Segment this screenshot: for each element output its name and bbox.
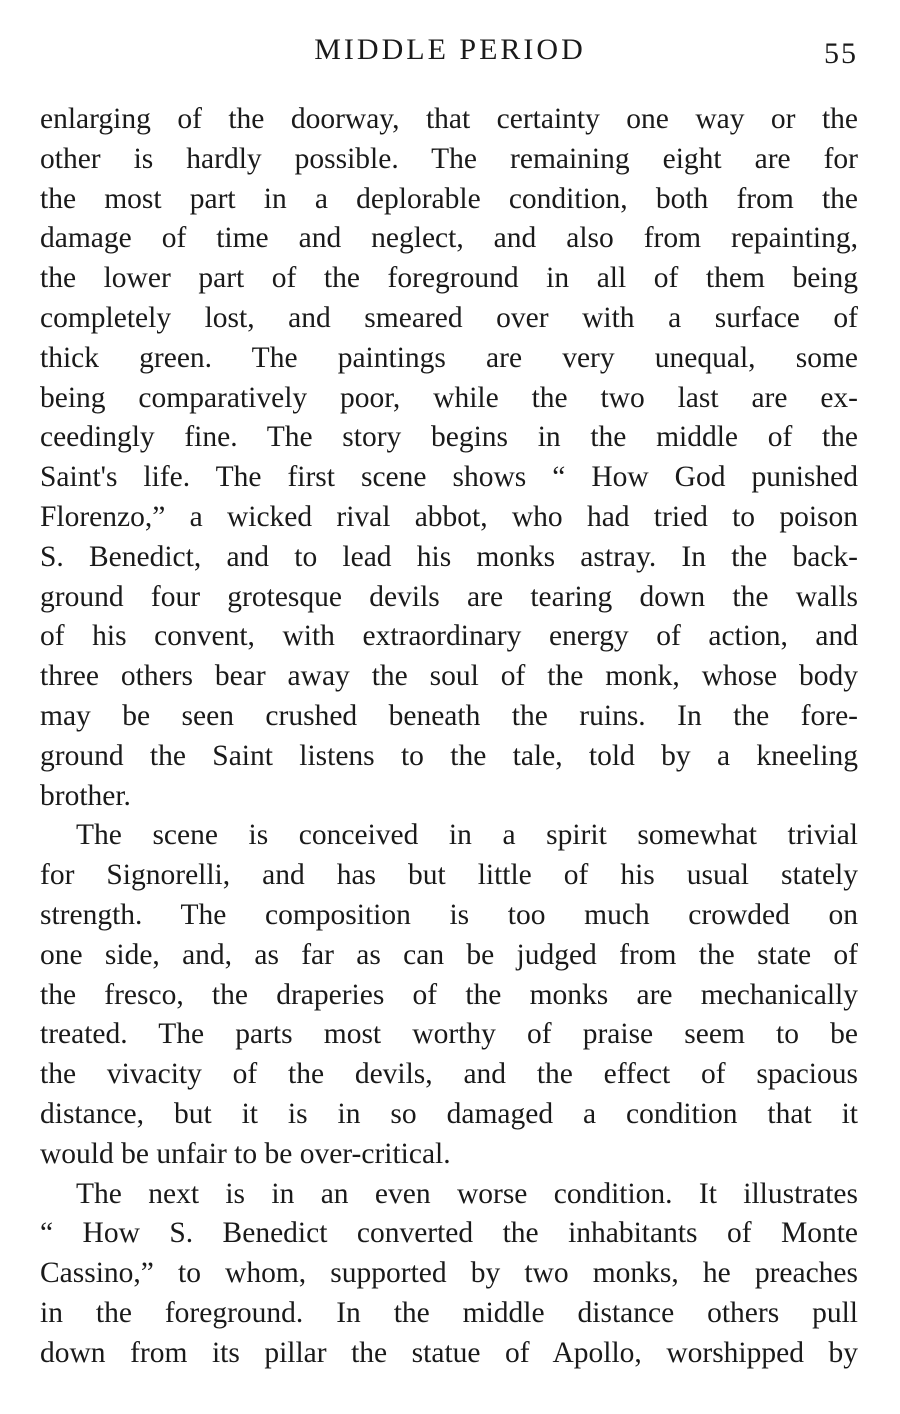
text-line: ground the Saint listens to the tale, told by a kneeling — [40, 739, 858, 772]
text-line: enlarging of the doorway, that certainty one way or the — [40, 103, 858, 135]
text-line: in the foreground. In the middle distance others pull — [40, 1296, 858, 1329]
text-line: the most part in a deplorable condition, both from the — [40, 182, 858, 215]
paragraph-start-line: The scene is conceived in a spirit somewhat trivial — [76, 819, 858, 852]
text-line: ceedingly fine. The story begins in the middle of the — [40, 421, 858, 454]
text-line: three others bear away the soul of the monk, whose body — [40, 660, 858, 693]
text-line: Cassino,” to whom, supported by two monks, he preaches — [40, 1257, 858, 1290]
paragraph-start-line: The next is in an even worse condition. It illustrates — [76, 1177, 858, 1210]
text-line: distance, but it is in so damaged a condition that it — [40, 1097, 858, 1130]
text-line: the lower part of the foreground in all of them being — [40, 262, 858, 295]
text-line: ground four grotesque devils are tearing down the walls — [40, 580, 858, 613]
running-head — [0, 30, 900, 74]
text-line: down from its pillar the statue of Apollo, worshipped by — [40, 1336, 858, 1369]
text-line: being comparatively poor, while the two last are ex- — [40, 381, 858, 414]
text-line: the fresco, the draperies of the monks are mechanically — [40, 978, 858, 1011]
paragraph-end-line: would be unfair to be over-critical. — [40, 1137, 451, 1170]
text-line: S. Benedict, and to lead his monks astray. In the back- — [40, 540, 858, 573]
text-line: for Signorelli, and has but little of his usual stately — [40, 859, 858, 892]
running-title: MIDDLE PERIOD — [314, 33, 586, 66]
text-line: damage of time and neglect, and also from repainting, — [40, 222, 858, 255]
text-line: strength. The composition is too much crowded on — [40, 898, 858, 931]
text-line: thick green. The paintings are very unequal, some — [40, 341, 858, 374]
text-line: may be seen crushed beneath the ruins. In the fore- — [40, 699, 858, 732]
text-line: Saint's life. The first scene shows “ How God punished — [40, 461, 858, 494]
text-line: treated. The parts most worthy of praise seem to be — [40, 1018, 858, 1051]
paragraph-end-line: brother. — [40, 779, 131, 812]
text-line: of his convent, with extraordinary energy of action, and — [40, 620, 858, 653]
text-line: one side, and, as far as can be judged from the state of — [40, 938, 858, 971]
text-line: “ How S. Benedict converted the inhabitants of Monte — [40, 1217, 858, 1250]
text-line: the vivacity of the devils, and the effect of spacious — [40, 1058, 858, 1091]
text-line: Florenzo,” a wicked rival abbot, who had tried to poison — [40, 500, 858, 533]
text-line: completely lost, and smeared over with a surface of — [40, 301, 858, 334]
text-line: other is hardly possible. The remaining eight are for — [40, 142, 858, 175]
page-number: 55 — [824, 37, 858, 70]
body-text — [40, 100, 858, 1374]
